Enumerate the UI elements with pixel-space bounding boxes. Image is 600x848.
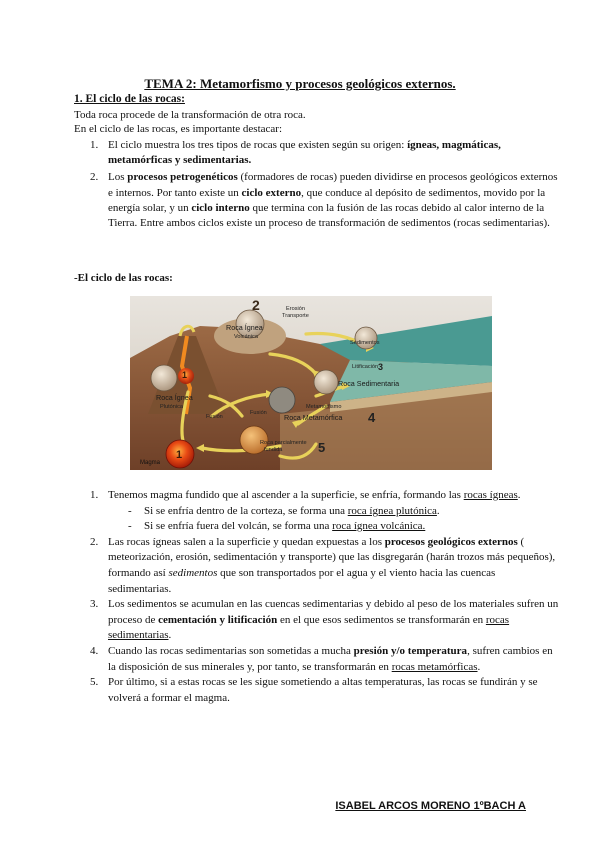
sediments-label: Sedimentos xyxy=(350,340,380,346)
number-label: 4 xyxy=(368,410,376,425)
list-bold: procesos petrogenéticos xyxy=(127,171,238,184)
rock-cycle-steps-list xyxy=(74,488,560,706)
list-text: . xyxy=(517,489,521,501)
page-title: TEMA 2: Metamorfismo y procesos geológicos externos. xyxy=(144,76,456,91)
sedimentary-rock-label: Roca Sedimentaria xyxy=(338,379,400,388)
list-text: Las rocas ígneas salen a la superficie y quedan expuestas a los xyxy=(108,535,385,548)
list-text: . xyxy=(477,660,481,673)
list-text: El ciclo muestra los tres tipos de rocas que existen según su origen: xyxy=(108,139,408,151)
sub-list-item: - Si se enfría fuera del volcán, se forma una roca ígnea volcánica. xyxy=(128,520,426,533)
partially-molten-label: fundida xyxy=(264,447,283,453)
list-text: en el que esos sedimentos se transformarán en xyxy=(277,613,486,626)
list-text: ( meteorización, erosión, sedimentación y transporte) que las disgregarán (harán trozos más pequeños), formando así xyxy=(108,535,556,579)
list-item xyxy=(90,675,560,706)
rock-cycle-diagram xyxy=(130,296,492,470)
sub-list-item: - Si se enfría dentro de la corteza, se forma una roca ígnea plutónica. xyxy=(128,504,440,517)
plutonic-label: Plutónica xyxy=(160,404,184,410)
list-text: Los xyxy=(108,171,128,184)
intro-line-1: Toda roca procede de la transformación de otra roca. xyxy=(74,109,306,121)
section-heading: 1. El ciclo de las rocas: xyxy=(74,93,185,105)
list-number: 2. xyxy=(90,171,99,184)
list-text: , que conduce al depósito de sedimentos, movido por la energía solar, y un xyxy=(108,186,546,214)
list-text: que termina con la fusión de las rocas debido al calor interno de la Tierra. Entre ambos ciclos existe un proceso de transformación de sedimentos (rocas sedimentarias). xyxy=(108,201,550,230)
list-item xyxy=(90,535,560,597)
list-italic: sedimentos xyxy=(168,566,218,579)
intro-line-2: En el ciclo de las rocas, es importante destacar: xyxy=(74,123,282,135)
list-text: Los sedimentos se acumulan en las cuencas sedimentarias y debido al peso de los materiales sufren un proceso de xyxy=(108,598,559,626)
list-text: Tenemos magma fundido que al ascender a la superficie, se enfría, formando las xyxy=(108,489,464,501)
list-number: 2. xyxy=(90,535,99,548)
metamorphic-rock-sample xyxy=(269,387,295,413)
list-bold: ciclo interno xyxy=(191,201,250,214)
fusion-label: Fusión xyxy=(250,410,267,416)
magma-label: Magma xyxy=(140,460,161,466)
sedimentary-rock-sample xyxy=(314,370,338,394)
number-label: 1 xyxy=(176,449,183,461)
list-number: 1. xyxy=(90,489,99,501)
list-bold: presión y/o temperatura xyxy=(353,644,468,657)
list-bold: ciclo externo xyxy=(241,186,302,199)
metamorphism-label: Metamorfismo xyxy=(306,404,342,410)
list-bold: cementación y litificación xyxy=(158,613,278,626)
list-text: Por último, si a estas rocas se les sigue sometiendo a altas temperaturas, las rocas se fundirán y se volverá a formar el magma. xyxy=(108,676,538,704)
rock-cycle-points-list xyxy=(74,138,560,231)
list-underlined: rocas ígneas xyxy=(463,489,518,501)
list-bold: ígneas, magmáticas, metamórficas y sedimentarias. xyxy=(108,139,501,167)
list-item xyxy=(90,138,560,168)
list-text: , sufren cambios en la disposición de sus minerales y, por tanto, se transformarán en xyxy=(108,644,553,673)
number-label: 3 xyxy=(378,362,384,372)
figure-heading: -El ciclo de las rocas: xyxy=(74,272,173,284)
partially-molten-label: Roca parcialmente xyxy=(260,440,307,446)
list-item xyxy=(90,644,560,675)
list-text: (formadores de rocas) pueden dividirse en procesos geológicos externos e internos. Por tanto existe un xyxy=(108,171,558,199)
number-label: 2 xyxy=(252,297,260,313)
list-text: que son transportados por el agua y el viento hacia las cuencas sedimentarias. xyxy=(108,566,496,595)
metamorphic-rock-label: Roca Metamórfica xyxy=(284,413,343,422)
number-label: 1 xyxy=(182,370,188,380)
list-number: 4. xyxy=(90,644,99,657)
plutonic-rock-label: Roca Ígnea xyxy=(156,393,193,402)
plutonic-rock-sample xyxy=(151,365,177,391)
list-number: 5. xyxy=(90,676,99,689)
author-footer: ISABEL ARCOS MORENO 1ºBACH A xyxy=(335,800,526,812)
list-item xyxy=(90,488,560,535)
list-text: Cuando las rocas sedimentarias son sometidas a mucha xyxy=(108,644,354,657)
fusion-label: Fusión xyxy=(206,414,223,420)
list-underlined: rocas sedimentarias xyxy=(108,613,510,642)
number-label: 5 xyxy=(318,440,326,455)
list-number: 3. xyxy=(90,598,99,611)
list-bold: procesos geológicos externos xyxy=(384,535,518,548)
sub-list xyxy=(108,504,560,535)
list-item xyxy=(90,170,560,231)
list-text: . xyxy=(168,629,172,642)
volcanic-label: Volcánica xyxy=(234,334,258,340)
lithification-label: Litificación xyxy=(352,364,379,370)
transport-label: Transporte xyxy=(282,313,309,319)
list-underlined: rocas metamórficas xyxy=(391,660,478,673)
volcanic-rock-label: Roca Ígnea xyxy=(226,323,263,332)
list-number: 1. xyxy=(90,139,99,151)
erosion-label: Erosión xyxy=(286,306,305,312)
list-item xyxy=(90,597,560,644)
